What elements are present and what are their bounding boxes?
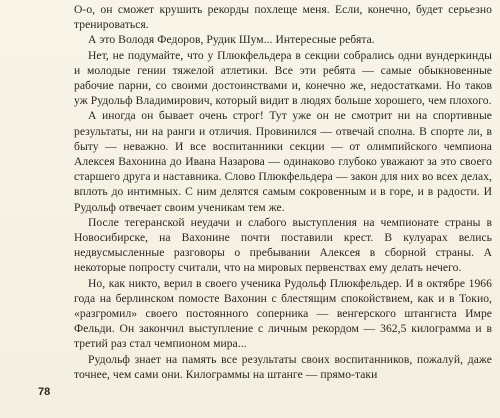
paragraph-5: После тегеранской неудачи и слабого выступления на чемпионате страны в Новосибирске, на Вахонине почти поставили крест. В кулуарах велись недвусмысленные разговоры о пребывании Алексея в сборной страны. А некоторые попросту считали, что на мировых первенствах ему делать нечего. xyxy=(74,215,492,275)
paragraph-7: Рудольф знает на память все результаты своих воспитанников, пожалуй, даже точнее, чем сами они. Килограммы на штанге — прямо-таки xyxy=(74,352,492,381)
paragraph-4: А иногда он бывает очень строг! Тут уже он не смотрит ни на спортивные результаты, ни на ранги и отличия. Провинился — отвечай сполна. В спорте ли, в быту — неважно. И все воспитанники секции — от олимпийского чемпиона Алексея Вахонина до Ивана Назарова — одинаково глубоко уважают за это своего старшего друга и наставника. Слово Плюкфельдера — закон для них во всех делах, вплоть до интимных. С ним делятся самым сокровенным и в горе, и в радости. И Рудольф отвечает своим ученикам тем же. xyxy=(74,109,492,214)
page-number: 78 xyxy=(38,386,51,398)
paragraph-1: О-о, он сможет крушить рекорды похлеще меня. Если, конечно, будет серьезно тренироваться. xyxy=(74,3,492,32)
paragraph-3: Нет, не подумайте, что у Плюкфельдера в секции собрались одни вундеркинды и молодые гении тяжелой атлетики. Все эти ребята — самые обыкновенные рабочие парни, со своими достоинствами и, конечно же, недостатками. Но таков уж Рудольф Владимирович, который видит в людях больше хорошего, чем плохого. xyxy=(74,48,492,108)
paragraph-6: Но, как никто, верил в своего ученика Рудольф Плюкфельдер. И в октябре 1966 года на берлинском помосте Вахонин с блестящим спокойствием, как и в Токио, «разгромил» своего постоянного соперника — венгерского штангиста Имре Фельди. Он закончил выступление с личным рекордом — 362,5 килограмма и в третий раз стал чемпионом мира... xyxy=(74,276,492,351)
paragraph-2: А это Володя Федоров, Рудик Шум... Интересные ребята. xyxy=(88,33,375,47)
page-text xyxy=(74,2,492,382)
